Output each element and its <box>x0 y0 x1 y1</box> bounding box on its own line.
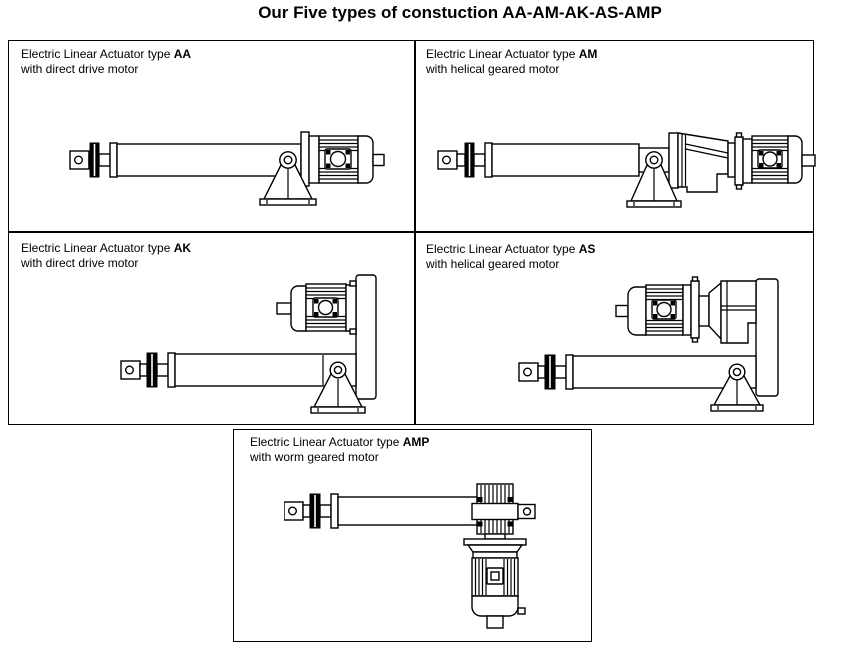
gearbox <box>669 133 743 192</box>
panel-type-code: AA <box>173 47 192 61</box>
page-title: Our Five types of constuction AA-AM-AK-AS-AMP <box>258 3 662 22</box>
panel-label-prefix: Electric Linear Actuator type <box>21 47 171 61</box>
motor <box>616 285 691 335</box>
actuator-diagram-as <box>511 273 801 423</box>
panel-type-as <box>416 233 813 423</box>
cylinder-rod-assembly <box>70 143 301 177</box>
panel-label-prefix: Electric Linear Actuator type <box>250 435 400 449</box>
motor <box>743 136 815 183</box>
end-plate <box>356 275 376 399</box>
end-plate <box>756 279 778 396</box>
gearbox <box>691 277 756 343</box>
panel-type-ak <box>9 233 414 423</box>
panel-subtitle: with direct drive motor <box>21 256 139 270</box>
cylinder-rod-assembly <box>438 143 669 177</box>
panel-label-prefix: Electric Linear Actuator type <box>426 242 576 256</box>
diagram-grid <box>8 40 814 425</box>
panel-type-code: AMP <box>402 435 430 449</box>
panel-label <box>21 47 191 77</box>
panel-type-code: AS <box>578 242 596 256</box>
actuator-diagram-ak <box>114 273 384 423</box>
motor <box>472 552 525 628</box>
cylinder-rod-assembly <box>284 494 480 528</box>
panel-type-code: AK <box>173 241 192 255</box>
panel-type-aa <box>9 41 414 231</box>
motor <box>277 281 356 334</box>
actuator-diagram-am <box>431 113 821 213</box>
cylinder-rod-assembly <box>121 353 356 387</box>
panel-label <box>250 435 429 465</box>
panel-label <box>21 241 191 271</box>
panel-subtitle: with helical geared motor <box>426 257 560 271</box>
panel-type-code: AM <box>578 47 598 61</box>
panel-label <box>426 242 595 272</box>
cylinder-rod-assembly <box>519 355 756 389</box>
panel-label-prefix: Electric Linear Actuator type <box>21 241 171 255</box>
panel-subtitle: with worm geared motor <box>250 450 379 464</box>
panel-subtitle: with direct drive motor <box>21 62 139 76</box>
worm-gearbox <box>464 484 535 552</box>
panel-label <box>426 47 597 77</box>
panel-type-amp <box>233 429 592 642</box>
panel-type-am <box>416 41 813 231</box>
panel-subtitle: with helical geared motor <box>426 62 560 76</box>
actuator-diagram-aa <box>53 113 393 213</box>
motor <box>301 132 384 186</box>
actuator-diagram-amp <box>284 481 574 636</box>
panel-label-prefix: Electric Linear Actuator type <box>426 47 576 61</box>
